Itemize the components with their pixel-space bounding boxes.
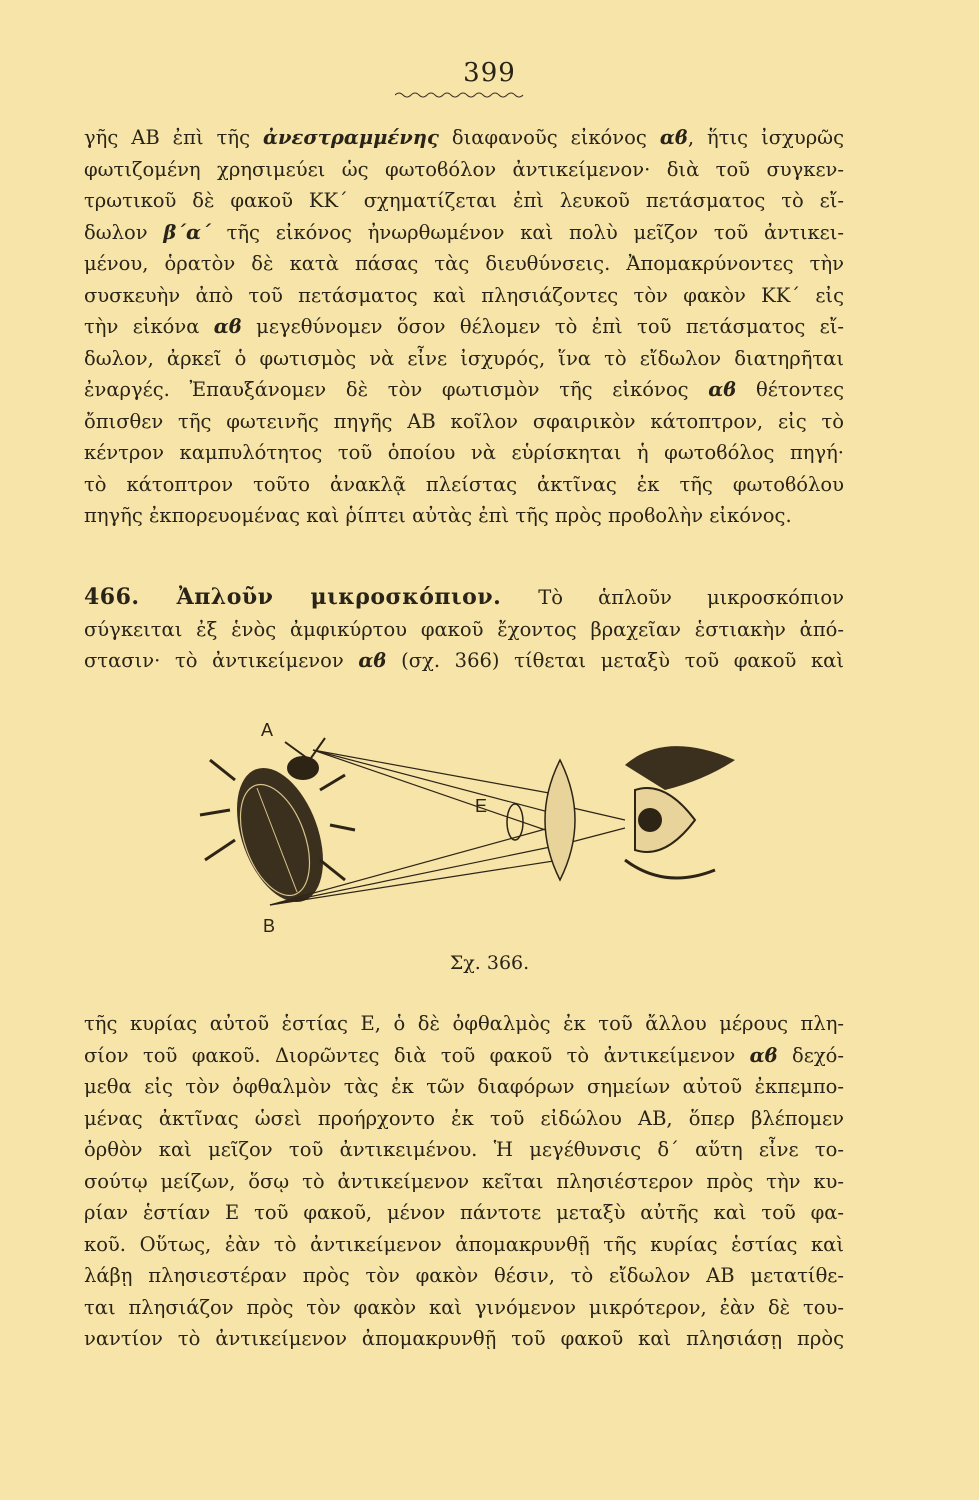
text-line (84, 1008, 844, 1040)
text-line (84, 1323, 844, 1355)
page-number-ornament (395, 90, 525, 100)
text-line (84, 248, 844, 280)
text-line (84, 1134, 844, 1166)
figure-366-microscope-diagram (195, 720, 755, 940)
text-segment: θέτοντες (736, 378, 844, 401)
text-segment: β΄α΄ (163, 220, 211, 244)
paragraph-1 (84, 122, 844, 532)
text-line (84, 614, 844, 646)
label-b: B (263, 916, 276, 936)
text-segment: μεγεθύνομεν ὅσον θέλομεν τὸ ἐπὶ τοῦ πετάσματος εἴ- (241, 315, 844, 338)
text-segment: τῆς κυρίας αὐτοῦ ἑστίας Ε, ὁ δὲ ὀφθαλμὸς ἐκ τοῦ ἄλλου μέρους πλη- (84, 1012, 844, 1035)
text-line (84, 217, 844, 249)
text-segment: ὄπισθεν τῆς φωτεινῆς πηγῆς ΑΒ κοῖλον σφαιρικὸν κάτοπτρον, εἰς τὸ (84, 409, 844, 433)
text-segment: τρωτικοῦ δὲ φακοῦ ΚΚ΄ σχηματίζεται ἐπὶ λευκοῦ πετάσματος τὸ εἴ- (84, 189, 844, 212)
text-line (84, 343, 844, 375)
text-segment: ἐναργές. Ἐπαυξάνομεν δὲ τὸν φωτισμὸν τῆς εἰκόνος (84, 378, 709, 401)
text-segment: γῆς ΑΒ ἐπὶ τῆς (84, 126, 264, 149)
text-line (84, 185, 844, 217)
text-segment: κέντρον καμπυλότητος τοῦ ὁποίου νὰ εὑρίσκηται ἡ φωτοϐόλος πηγή· (84, 441, 844, 464)
paragraph-2 (84, 1008, 844, 1355)
text-segment: ὀρθὸν καὶ μεῖζον τοῦ ἀντικειμένου. Ἡ μεγέθυνσις δ΄ αὕτη εἶνε το- (84, 1138, 844, 1161)
text-line (84, 1292, 844, 1324)
text-segment: ἀνεστραμμένης (263, 126, 439, 149)
text-line (84, 1040, 844, 1072)
text-segment: πηγῆς ἐκπορευομένας καὶ ῥίπτει αὐτὰς ἐπὶ τῆς πρὸς προϐολὴν εἰκόνος. (84, 504, 792, 527)
text-segment: μένου, ὁρατὸν δὲ κατὰ πάσας τὰς διευθύνσεις. Ἀπομακρύνοντες τὴν (84, 252, 844, 275)
text-line (84, 406, 844, 438)
text-line (84, 437, 844, 469)
text-line (84, 1197, 844, 1229)
text-segment: σούτῳ μείζων, ὅσῳ τὸ ἀντικείμενον κεῖται πλησιέστερον πρὸς τὴν κυ- (84, 1169, 844, 1193)
text-segment: μένας ἀκτῖνας ὡσεὶ προήρχοντο ἐκ τοῦ εἰδώλου ΑΒ, ὅπερ βλέπομεν (84, 1106, 844, 1130)
text-line (84, 469, 844, 501)
text-line (84, 280, 844, 312)
text-segment: κοῦ. Οὕτως, ἐὰν τὸ ἀντικείμενον ἀπομακρυνθῇ τῆς κυρίας ἑστίας καὶ (84, 1232, 844, 1256)
text-segment: αϐ (749, 1043, 778, 1067)
page-number: 399 (463, 58, 516, 88)
text-segment: στασιν· τὸ ἀντικείμενον (84, 649, 359, 672)
text-segment: διαφανοῦς εἰκόνος (438, 126, 660, 149)
section-number: 466. (84, 584, 177, 610)
text-segment: αϐ (213, 315, 242, 338)
text-segment: φωτιζομένη χρησιμεύει ὡς φωτοϐόλον ἀντικείμενον· διὰ τοῦ συγκεν- (84, 157, 844, 181)
text-segment: σίον τοῦ φακοῦ. Διορῶντες διὰ τοῦ φακοῦ τὸ ἀντικείμενον (84, 1043, 750, 1067)
text-line (84, 1071, 844, 1103)
text-line (84, 311, 844, 343)
text-line (84, 122, 844, 154)
text-line (84, 500, 844, 532)
label-a: A (261, 720, 274, 740)
text-segment: σύγκειται ἐξ ἑνὸς ἀμφικύρτου φακοῦ ἔχοντος βραχεῖαν ἑστιακὴν ἀπό- (84, 617, 844, 641)
text-segment: τὸ κάτοπτρον τοῦτο ἀνακλᾷ πλείστας ἀκτῖνας ἐκ τῆς φωτοϐόλου (84, 472, 844, 496)
section-heading-line (84, 582, 844, 614)
text-line (84, 1229, 844, 1261)
text-segment: τὴν εἰκόνα (84, 315, 214, 338)
eye-illustration (625, 746, 735, 878)
figure-caption: Σχ. 366. (449, 952, 530, 974)
text-line (84, 374, 844, 406)
text-segment: ρίαν ἑστίαν Ε τοῦ φακοῦ, μένον πάντοτε μεταξὺ αὐτῆς καὶ τοῦ φα- (84, 1201, 844, 1224)
text-segment: λάβῃ πλησιεστέραν πρὸς τὸν φακὸν θέσιν, τὸ εἴδωλον ΑΒ μετατίθε- (84, 1264, 844, 1287)
text-segment: συσκευὴν ἀπὸ τοῦ πετάσματος καὶ πλησιάζοντες τὸν φακὸν ΚΚ΄ εἰς (84, 283, 844, 307)
text-segment: (σχ. 366) τίθεται μεταξὺ τοῦ φακοῦ καὶ (386, 649, 844, 672)
text-segment: δωλον, ἀρκεῖ ὁ φωτισμὸς νὰ εἶνε ἰσχυρός, ἵνα τὸ εἴδωλον διατηρῆται (84, 346, 844, 370)
text-segment: Τὸ ἁπλοῦν μικροσκόπιον (538, 586, 844, 609)
text-line (84, 1166, 844, 1198)
text-segment: αϐ (358, 649, 387, 672)
text-segment: δωλον (84, 220, 164, 244)
text-line (84, 1103, 844, 1135)
text-segment: δεχό- (777, 1043, 844, 1067)
text-line (84, 645, 844, 677)
text-segment: αϐ (708, 378, 737, 401)
text-segment: ται πλησιάζον πρὸς τὸν φακὸν καὶ γινόμενον μικρότερον, ἐὰν δὲ του- (84, 1295, 844, 1319)
text-segment: , ἥτις ἰσχυρῶς (687, 126, 844, 149)
section-466 (84, 582, 844, 677)
text-segment: αϐ (659, 126, 688, 149)
section-title: Ἀπλοῦν μικροσκόπιον. (176, 584, 539, 610)
text-segment: μεθα εἰς τὸν ὀφθαλμὸν τὰς ἐκ τῶν διαφόρων σημείων αὐτοῦ ἐκπεμπο- (84, 1075, 844, 1098)
text-segment: τῆς εἰκόνος ἠνωρθωμένον καὶ πολὺ μεῖζον τοῦ ἀντικει- (210, 220, 844, 244)
text-segment: ναντίον τὸ ἀντικείμενον ἀπομακρυνθῇ τοῦ φακοῦ καὶ πλησιάσῃ πρὸς (84, 1327, 844, 1350)
label-e: E (475, 796, 488, 816)
text-line (84, 154, 844, 186)
text-line (84, 1260, 844, 1292)
